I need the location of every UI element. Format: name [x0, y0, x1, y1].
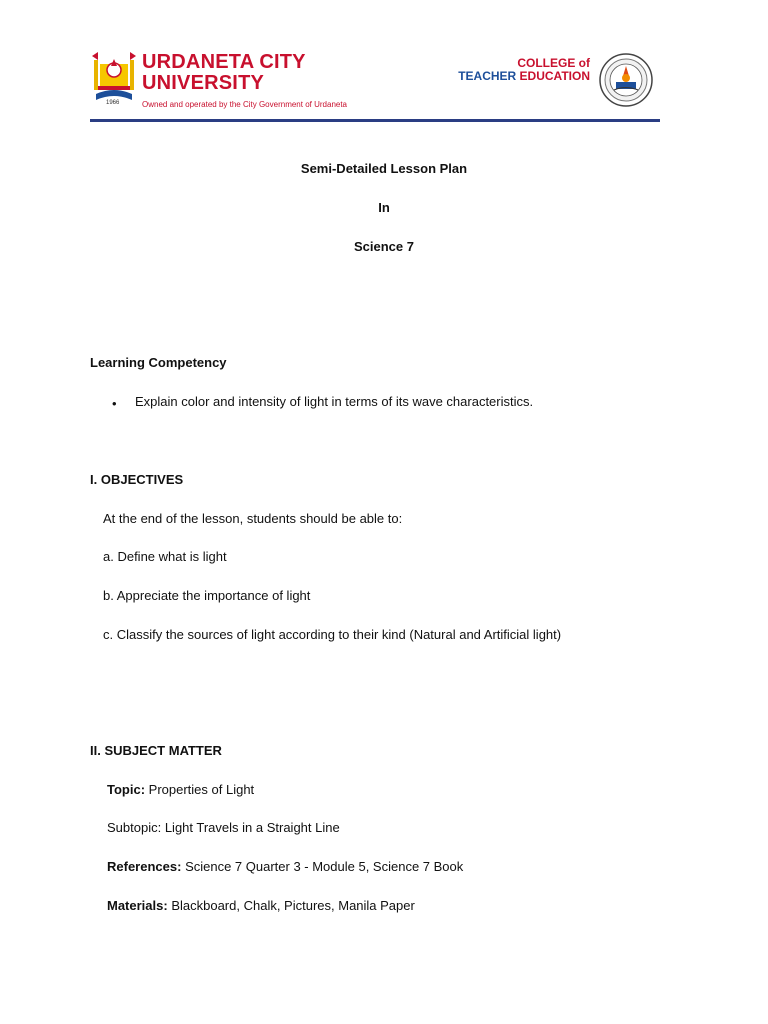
references-label: References: [107, 859, 182, 874]
learning-competency-heading: Learning Competency [90, 355, 227, 370]
university-name-line2: UNIVERSITY [142, 72, 265, 94]
materials-label: Materials: [107, 898, 168, 913]
objectives-heading: I. OBJECTIVES [90, 472, 184, 487]
doc-subject: Science 7 [354, 239, 414, 254]
doc-title-in: In [378, 200, 390, 215]
references-value: Science 7 Quarter 3 - Module 5, Science 7 Book [185, 859, 464, 874]
objectives-intro: At the end of the lesson, students should be able to: [103, 511, 403, 526]
objective-item-c: c. Classify the sources of light according to their kind (Natural and Artificial light) [103, 627, 562, 642]
subject-matter-heading: II. SUBJECT MATTER [90, 743, 222, 758]
topic-label: Topic: [107, 782, 146, 797]
college-teacher: TEACHER [458, 69, 517, 83]
objective-item-b: b. Appreciate the importance of light [103, 588, 311, 603]
college-seal-icon [598, 52, 654, 108]
materials-value: Blackboard, Chalk, Pictures, Manila Paper [171, 898, 415, 913]
doc-title: Semi-Detailed Lesson Plan [300, 161, 468, 176]
objective-item-a: a. Define what is light [103, 549, 227, 564]
subtopic-value: Light Travels in a Straight Line [164, 820, 340, 835]
subtopic-line [107, 820, 340, 836]
bullet-icon: • [112, 396, 117, 411]
university-name-line1: URDANETA CITY [142, 51, 306, 73]
competency-item: Explain color and intensity of light in terms of its wave characteristics. [135, 394, 534, 409]
college-name [458, 57, 590, 83]
college-education: EDUCATION [519, 69, 590, 83]
college-line1: COLLEGE of [517, 56, 590, 70]
header-rule [90, 119, 660, 122]
materials-line [107, 898, 415, 914]
subtopic-label: Subtopic: [107, 820, 162, 835]
references-line [107, 859, 463, 875]
founding-year: 1966 [106, 100, 120, 106]
university-name [142, 52, 306, 94]
letterhead [88, 48, 660, 124]
topic-value: Properties of Light [148, 782, 255, 797]
topic-line [107, 782, 254, 798]
university-tagline: Owned and operated by the City Government of Urdaneta [142, 100, 348, 109]
